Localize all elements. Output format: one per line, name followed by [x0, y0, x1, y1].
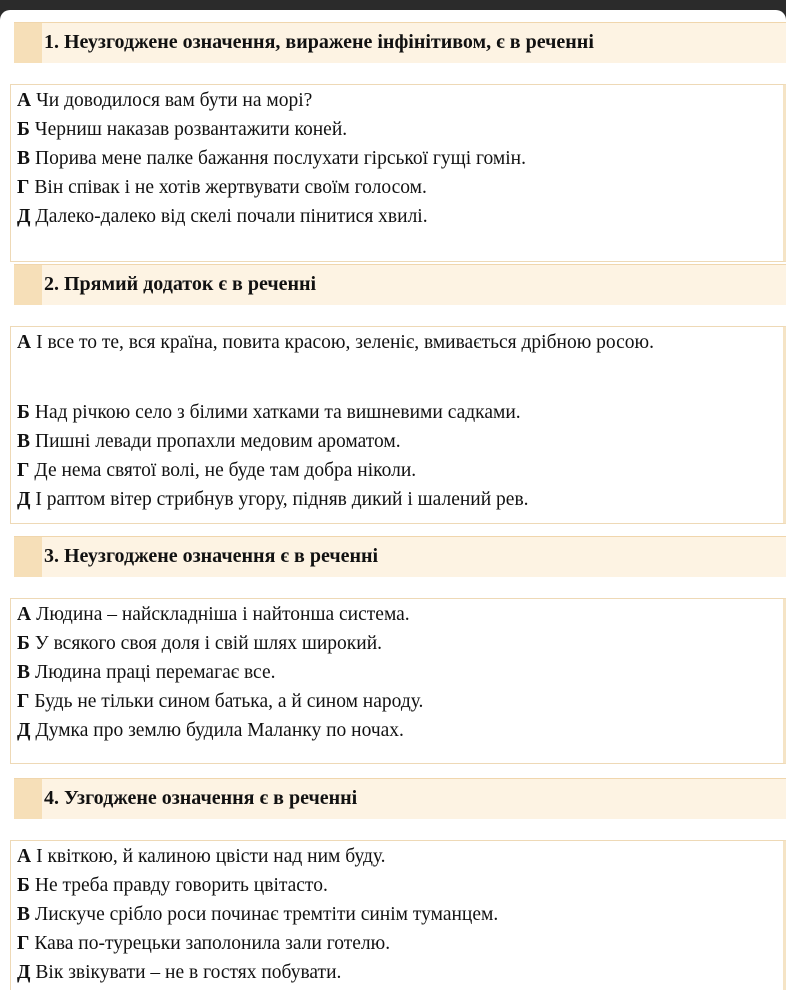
- answer-1a: [17, 89, 312, 113]
- answer-letter: Б: [17, 119, 30, 140]
- question-1-header: [14, 22, 786, 63]
- answer-text: І квіткою, й калиною цвісти над ним буду.: [36, 846, 386, 867]
- answer-letter: А: [17, 604, 32, 625]
- answer-letter: А: [17, 332, 32, 353]
- answer-text: Думка про землю будила Маланку по ночах.: [35, 720, 404, 741]
- answer-1b: [17, 118, 347, 142]
- answer-text: Кава по-турецьки заполонила зали готелю.: [34, 933, 391, 954]
- question-4-title: 4. Узгоджене означення є в реченні: [44, 787, 358, 809]
- answer-letter: В: [17, 431, 31, 452]
- answer-text: Черниш наказав розвантажити коней.: [34, 119, 348, 140]
- answer-text: І все то те, вся країна, повита красою, зеленіє, вмивається дрібною росою.: [36, 332, 654, 353]
- answer-text: Над річкою село з білими хатками та вишневими садками.: [34, 402, 521, 423]
- document-page: [0, 10, 786, 990]
- answer-3c: [17, 661, 275, 685]
- question-4-answers: [10, 840, 786, 990]
- answer-text: Далеко-далеко від скелі почали пінитися хвилі.: [35, 206, 428, 227]
- answer-letter: В: [17, 148, 31, 169]
- answer-letter: Д: [17, 206, 31, 227]
- answer-4c: [17, 903, 498, 927]
- answer-letter: Д: [17, 720, 31, 741]
- question-1-title: 1. Неузгоджене означення, виражене інфінітивом, є в реченні: [44, 31, 594, 53]
- answer-2a: [17, 329, 769, 357]
- answer-letter: Г: [17, 691, 30, 712]
- answer-text: Людина – найскладніша і найтонша система.: [36, 604, 410, 625]
- answer-1e: [17, 205, 428, 229]
- answer-3a: [17, 603, 410, 627]
- question-1-answers: [10, 84, 786, 262]
- answer-4b: [17, 874, 328, 898]
- answer-text: У всякого своя доля і свій шлях широкий.: [34, 633, 383, 654]
- answer-3e: [17, 719, 404, 743]
- answer-letter: В: [17, 662, 31, 683]
- header-tab: [14, 779, 42, 819]
- answer-2b: [17, 401, 521, 425]
- answer-4e: [17, 961, 341, 985]
- answer-text: Будь не тільки сином батька, а й сином народу.: [34, 691, 424, 712]
- answer-text: І раптом вітер стрибнув угору, підняв дикий і шалений рев.: [35, 489, 529, 510]
- answer-2d: [17, 459, 416, 483]
- answer-3d: [17, 690, 423, 714]
- answer-text: Лискуче срібло роси починає тремтіти синім туманцем.: [35, 904, 499, 925]
- question-3-header: [14, 536, 786, 577]
- answer-text: Пишні левади пропахли медовим ароматом.: [35, 431, 401, 452]
- answer-letter: Г: [17, 177, 30, 198]
- answer-text: Порива мене палке бажання послухати гірської гущі гомін.: [35, 148, 526, 169]
- answer-2e: [17, 488, 529, 512]
- answer-text: Він співак і не хотів жертвувати своїм голосом.: [34, 177, 427, 198]
- answer-1c: [17, 147, 526, 171]
- header-tab: [14, 23, 42, 63]
- question-2-title: 2. Прямий додаток є в реченні: [44, 273, 317, 295]
- answer-letter: А: [17, 90, 32, 111]
- answer-letter: Д: [17, 962, 31, 983]
- answer-letter: Г: [17, 460, 30, 481]
- answer-letter: Б: [17, 633, 30, 654]
- answer-letter: А: [17, 846, 32, 867]
- answer-text: Вік звікувати – не в гостях побувати.: [35, 962, 342, 983]
- question-2-header: [14, 264, 786, 305]
- header-tab: [14, 265, 42, 305]
- answer-letter: Б: [17, 875, 30, 896]
- answer-text: Не треба правду говорить цвітасто.: [34, 875, 328, 896]
- answer-text: Чи доводилося вам бути на морі?: [36, 90, 313, 111]
- answer-4d: [17, 932, 390, 956]
- answer-3b: [17, 632, 382, 656]
- question-3-answers: [10, 598, 786, 764]
- answer-letter: Д: [17, 489, 31, 510]
- answer-text: Де нема святої волі, не буде там добра ніколи.: [34, 460, 417, 481]
- answer-letter: В: [17, 904, 31, 925]
- question-2-answers: [10, 326, 786, 524]
- answer-4a: [17, 845, 386, 869]
- question-4-header: [14, 778, 786, 819]
- question-3-title: 3. Неузгоджене означення є в реченні: [44, 545, 379, 567]
- answer-1d: [17, 176, 427, 200]
- answer-2c: [17, 430, 401, 454]
- answer-letter: Г: [17, 933, 30, 954]
- answer-text: Людина праці перемагає все.: [35, 662, 276, 683]
- header-tab: [14, 537, 42, 577]
- answer-letter: Б: [17, 402, 30, 423]
